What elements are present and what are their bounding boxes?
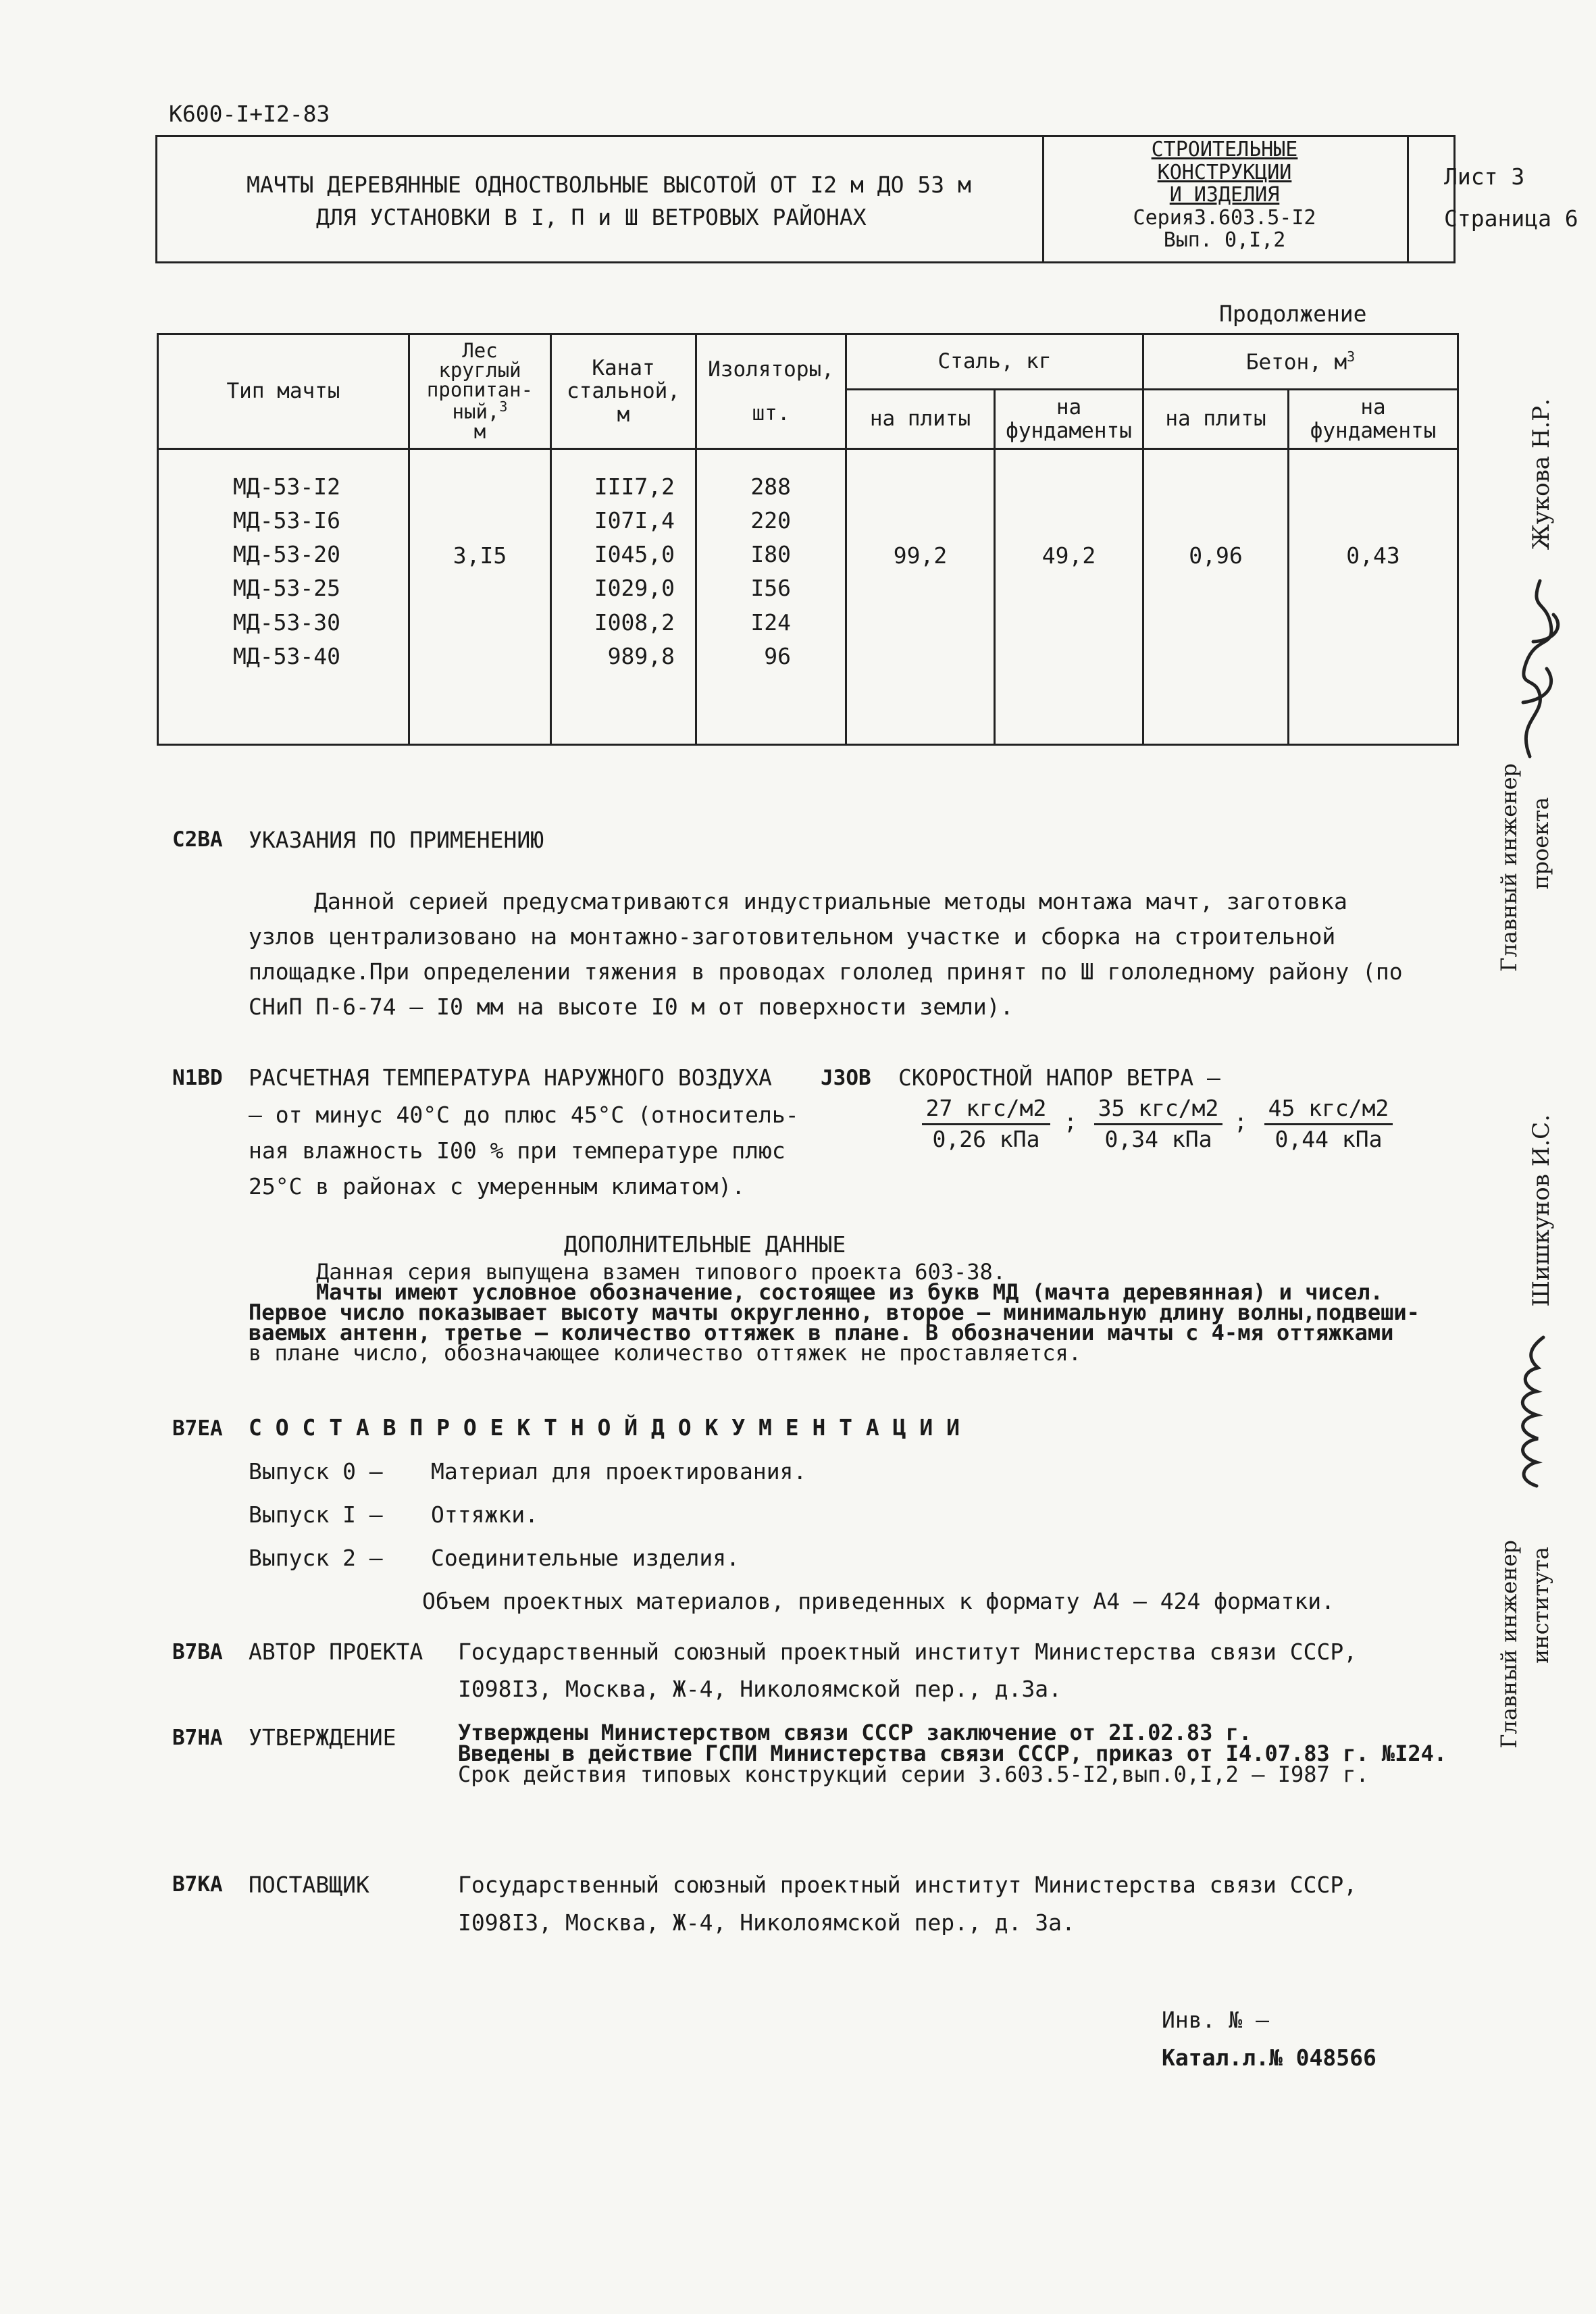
signer-name-1: Жукова Н.Р. [1528, 398, 1555, 550]
title-line-1: МАЧТЫ ДЕРЕВЯННЫЕ ОДНОСТВОЛЬНЫЕ ВЫСОТОЙ ОТ I2 м ДО 53 м [247, 172, 971, 198]
author-line-2: I098I3, Москва, Ж-4, Николоямской пер., д.3а. [458, 1676, 1062, 1702]
wind-value-2: 35 кгс/м2 0,34 кПа [1094, 1094, 1222, 1154]
steel-foundations-value: 49,2 [995, 449, 1143, 745]
signer-name-2: Шишкунов И.С. [1528, 1114, 1555, 1307]
signer-role-1a: Главный инженер [1496, 763, 1522, 972]
header-timber: Лес круглый пропитан- ный,$^3$ м [409, 334, 551, 449]
header-concrete-foundations: на фундаменты [1289, 390, 1458, 449]
temperature-line-2: ная влажность I00 % при температуре плюс [249, 1137, 786, 1164]
document-code: К600-I+I2-83 [169, 101, 330, 127]
usage-line-3: площадке.При определении тяжения в проводах гололед принят по Ш гололедному району (по [249, 958, 1403, 985]
header-type: Тип мачты [158, 334, 409, 449]
type-row: МД-53-40 [233, 642, 340, 669]
approval-text: Утверждены Министерством связи СССР заключение от 2I.02.83 г. Введены в действие ГСПИ Министерства связи СССР, приказ от I4.07.83 г. №I24. Срок действия типовых конструкций серии 3.603.5-I2,вып.0,I,2 – I987 г. [458, 1720, 1447, 1787]
supplier-line-1: Государственный союзный проектный институт Министерства связи СССР, [458, 1872, 1358, 1898]
title-cell [157, 137, 1044, 261]
title-block [155, 135, 1578, 263]
composition-item-text: Оттяжки. [431, 1501, 538, 1528]
inventory-number: Инв. № – [1162, 2007, 1269, 2033]
page-number: Страница 6 [1444, 205, 1578, 232]
temperature-line-3: 25°С в районах с умеренным климатом). [249, 1173, 746, 1200]
title-line-2: ДЛЯ УСТАНОВКИ В I, П и Ш ВЕТРОВЫХ РАЙОНАХ [316, 204, 867, 230]
header-insulators: Изоляторы, шт. [696, 334, 846, 449]
composition-item-label: Выпуск I – [249, 1501, 383, 1528]
composition-item-text: Соединительные изделия. [431, 1545, 740, 1571]
header-steel: Сталь, кг [846, 334, 1143, 390]
type-row: МД-53-I6 [233, 507, 340, 534]
signer-role-1b: проекта [1528, 797, 1553, 890]
usage-line-1: Данной серией предусматриваются индустриальные методы монтажа мачт, заготовка [314, 888, 1347, 915]
series-line-4: Серия3.603.5-I2 [1133, 205, 1316, 230]
supplier-code: В7КА [172, 1872, 223, 1897]
wind-value-3: 45 кгс/м2 0,44 кПа [1264, 1094, 1393, 1154]
header-rope: Канат стальной, м [551, 334, 696, 449]
usage-code: С2ВА [172, 827, 223, 852]
wind-value-1: 27 кгс/м2 0,26 кПа [922, 1094, 1050, 1154]
wind-title: СКОРОСТНОЙ НАПОР ВЕТРА – [898, 1064, 1220, 1091]
approval-title: УТВЕРЖДЕНИЕ [249, 1724, 396, 1751]
author-code: В7ВА [172, 1640, 223, 1664]
series-line-3: И ИЗДЕЛИЯ [1169, 183, 1280, 207]
header-concrete-slabs: на плиты [1143, 390, 1289, 449]
catalog-number: Катал.л.№ 048566 [1162, 2045, 1376, 2071]
insulators-cell: 288 220 I80 I56 I24 96 [696, 449, 846, 745]
additional-text: Данная серия выпущена взамен типового проекта 603-38. Мачты имеют условное обозначение, состоящее из букв МД (мачта деревянная) и чисел. Первое число показывает высоту мачты округленно, второе – минимальную длину волны,подвеши- ваемых антенн, третье – количество оттяжек в плане. В обозначении мачты с 4-мя оттяжками в плане число, обозначающее количество оттяжек не проставляется. [249, 1259, 1420, 1366]
wind-separator: ; [1234, 1108, 1247, 1135]
continuation-label: Продолжение [1219, 301, 1367, 327]
sheet-number: Лист 3 [1444, 163, 1525, 190]
signer-role-2b: института [1528, 1547, 1553, 1664]
type-row: МД-53-I2 [233, 473, 340, 500]
temperature-line-1: – от минус 40°С до плюс 45°С (относитель- [249, 1102, 799, 1128]
materials-table [157, 333, 1459, 746]
composition-title: С О С Т А В П Р О Е К Т Н О Й Д О К У М Е Н Т А Ц И И [249, 1414, 960, 1441]
header-concrete: Бетон, $м^3$ [1143, 334, 1458, 390]
temperature-title: РАСЧЕТНАЯ ТЕМПЕРАТУРА НАРУЖНОГО ВОЗДУХА [249, 1064, 772, 1091]
wind-separator: ; [1064, 1108, 1077, 1135]
series-cell [1042, 137, 1409, 261]
header-steel-slabs: на плиты [846, 390, 995, 449]
supplier-title: ПОСТАВЩИК [249, 1872, 369, 1898]
type-row: МД-53-20 [233, 541, 340, 568]
usage-line-4: СНиП П-6-74 – I0 мм на высоте I0 м от поверхности земли). [249, 994, 1014, 1020]
series-line-1: СТРОИТЕЛЬНЫЕ [1151, 138, 1298, 161]
types-cell [158, 449, 409, 745]
composition-item-label: Выпуск 0 – [249, 1458, 383, 1485]
rope-cell: III7,2 I07I,4 I045,0 I029,0 I008,2 989,8 [551, 449, 696, 745]
composition-volume: Объем проектных материалов, приведенных к формату А4 – 424 форматки. [422, 1588, 1335, 1614]
usage-line-2: узлов централизовано на монтажно-заготовительном участке и сборка на строительной [249, 923, 1336, 950]
usage-title: УКАЗАНИЯ ПО ПРИМЕНЕНИЮ [249, 827, 544, 853]
concrete-slabs-value: 0,96 [1143, 449, 1289, 745]
author-title: АВТОР ПРОЕКТА [249, 1639, 423, 1665]
signer-role-2a: Главный инженер [1496, 1540, 1522, 1749]
type-row: МД-53-30 [233, 609, 340, 636]
composition-item-label: Выпуск 2 – [249, 1545, 383, 1571]
signature-2 [1496, 1331, 1570, 1493]
type-row: МД-53-25 [233, 575, 340, 602]
series-line-5: Вып. 0,I,2 [1163, 228, 1286, 253]
supplier-line-2: I098I3, Москва, Ж-4, Николоямской пер., д. 3а. [458, 1909, 1075, 1936]
wind-code: J3OB [821, 1066, 871, 1090]
concrete-foundations-value: 0,43 [1289, 449, 1458, 745]
steel-slabs-value: 99,2 [846, 449, 995, 745]
signature-1 [1503, 561, 1577, 763]
composition-code: В7ЕА [172, 1416, 223, 1441]
temperature-code: N1BD [172, 1066, 223, 1090]
additional-title: ДОПОЛНИТЕЛЬНЫЕ ДАННЫЕ [564, 1231, 846, 1258]
header-steel-foundations: на фундаменты [995, 390, 1143, 449]
series-line-2: КОНСТРУКЦИИ [1157, 160, 1292, 184]
author-line-1: Государственный союзный проектный институт Министерства связи СССР, [458, 1639, 1358, 1665]
approval-code: В7НА [172, 1726, 223, 1750]
timber-cell: 3,I5 [409, 449, 551, 745]
composition-item-text: Материал для проектирования. [431, 1458, 807, 1485]
